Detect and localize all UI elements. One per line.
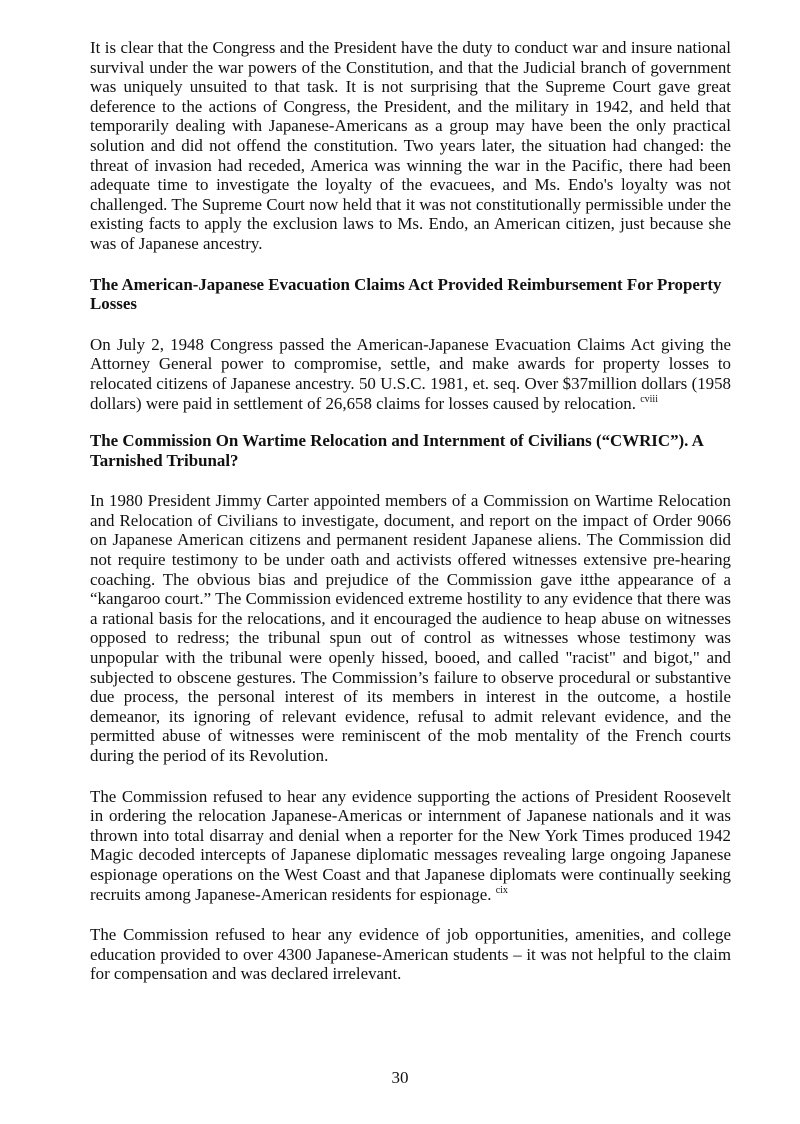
paragraph-supreme-court: It is clear that the Congress and the President have the duty to conduct war and insure national survival under the war powers of the Constitution, and that the Judicial branch of government was uniquely unsuited to that task. It is not surprising that the Supreme Court gave great deference to the actions of Congress, the President, and the military in 1942, and held that temporarily dealing with Japanese-Americans as a group may have been the only practical solution and did not offend the constitution. Two years later, the situation had changed: the threat of invasion had receded, America was winning the war in the Pacific, there had been adequate time to investigate the loyalty of the evacuees, and Ms. Endo's loyalty was not challenged. The Supreme Court now held that it was not constitutionally permissible under the existing facts to apply the exclusion laws to Ms. Endo, an American citizen, just because she was of Japanese ancestry. bbox=[90, 38, 731, 253]
endnote-marker: cviii bbox=[640, 393, 658, 405]
paragraph-magic-intercepts-text: The Commission refused to hear any evidence supporting the actions of President Roosevelt in ordering the relocation Japanese-Americas or internment of Japanese nationals and it was thrown into total disarray and denial when a reporter for the New York Times produced 1942 Magic decoded intercepts of Japanese diplomatic messages revealing large ongoing Japanese espionage operations on the West Coast and that Japanese diplomats were continually seeking recruits among Japanese-American residents for espionage. bbox=[90, 786, 731, 904]
document-page bbox=[90, 38, 731, 984]
paragraph-commission: In 1980 President Jimmy Carter appointed members of a Commission on Wartime Relocation and Relocation of Civilians to investigate, document, and report on the impact of Order 9066 on Japanese American citizens and permanent resident Japanese aliens. The Commission did not require testimony to be under oath and activists offered witnesses extensive pre-hearing coaching. The obvious bias and prejudice of the Commission gave itthe appearance of a “kangaroo court.” The Commission evidenced extreme hostility to any evidence that there was a rational basis for the relocations, and it encouraged the audience to heap abuse on witnesses opposed to redress; the tribunal spun out of control as witnesses whose testimony was unpopular with the tribunal were openly hissed, booed, and called "racist" and bigot," and subjected to obscene gestures. The Commission’s failure to observe procedural or substantive due process, the personal interest of its members in interest in the outcome, a hostile demeanor, its ignoring of relevant evidence, refusal to admit relevant evidence, and the permitted abuse of witnesses were reminiscent of the mob mentality of the French courts during the period of its Revolution. bbox=[90, 491, 731, 765]
page-number: 30 bbox=[391, 1068, 409, 1087]
heading-commission: The Commission On Wartime Relocation and Internment of Civilians (“CWRIC”). A Tarnished Tribunal? bbox=[90, 431, 703, 470]
paragraph-claims-act-text: On July 2, 1948 Congress passed the American-Japanese Evacuation Claims Act giving the Attorney General power to compromise, settle, and make awards for property losses to relocated citizens of Japanese ancestry. 50 U.S.C. 1981, et. seq. Over $37million dollars (1958 dollars) were paid in settlement of 26,658 claims for losses caused by relocation. bbox=[90, 334, 731, 413]
heading-claims-act: The American-Japanese Evacuation Claims Act Provided Reimbursement For Property Losses bbox=[90, 274, 722, 314]
paragraph-students: The Commission refused to hear any evidence of job opportunities, amenities, and college education provided to over 4300 Japanese-American students – it was not helpful to the claim for compensation and was declared irrelevant. bbox=[90, 925, 731, 984]
paragraph-claims-act bbox=[90, 335, 731, 413]
paragraph-magic-intercepts bbox=[90, 787, 731, 905]
endnote-marker: cix bbox=[495, 884, 508, 896]
